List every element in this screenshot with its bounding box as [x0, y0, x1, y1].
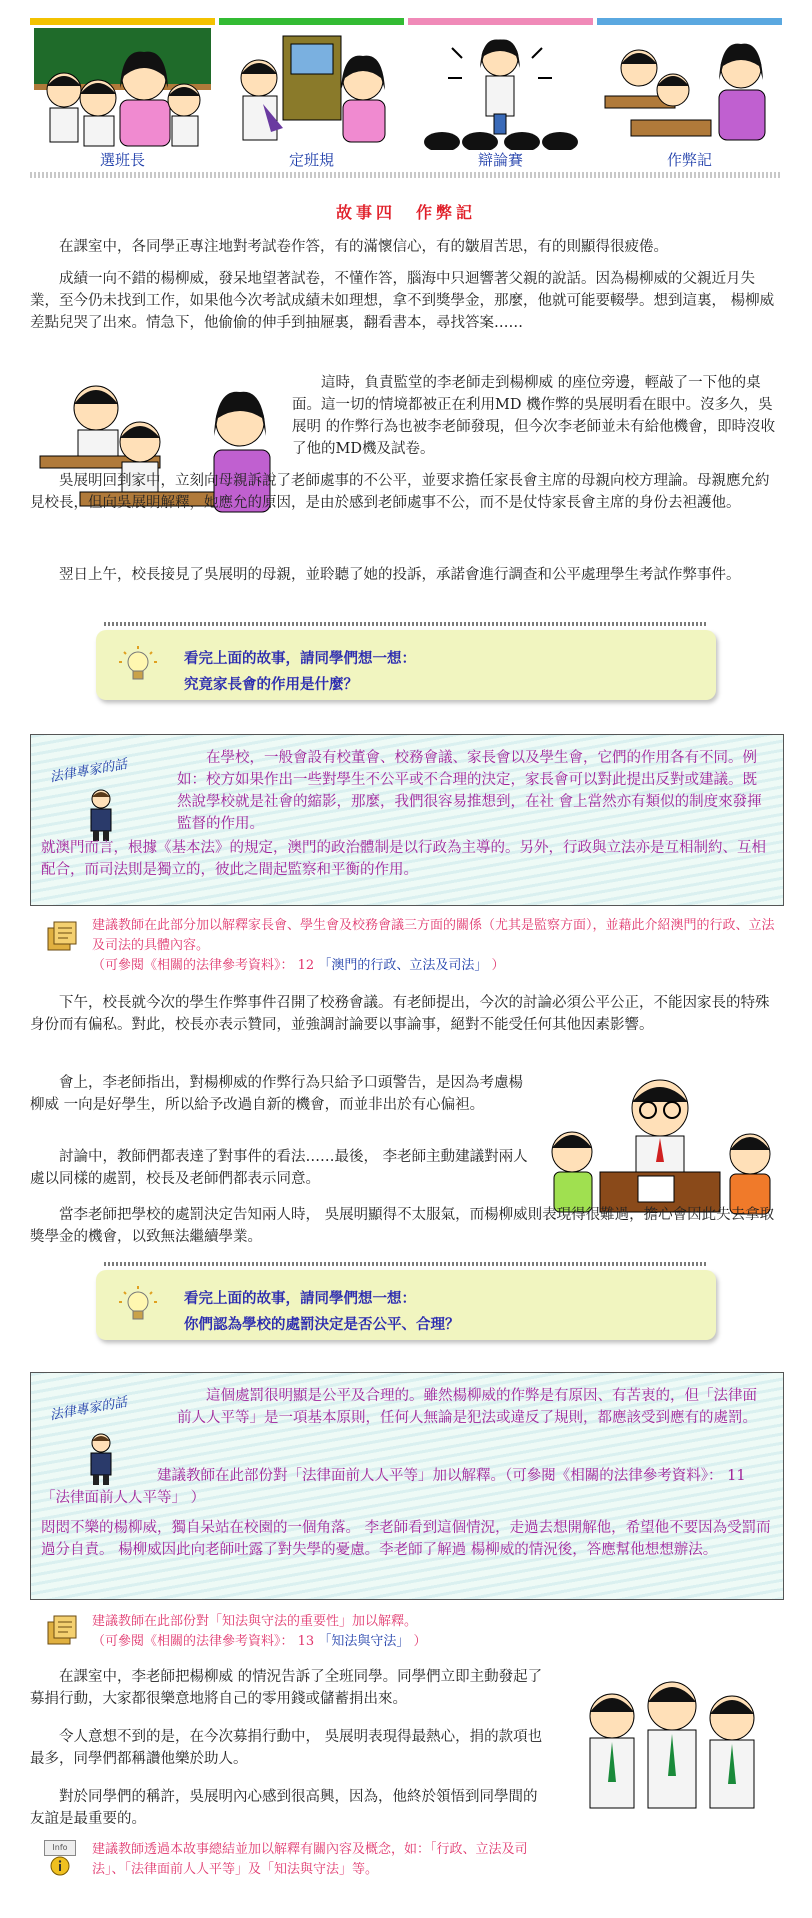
nav-item-cheating[interactable]: [597, 18, 782, 170]
nav-label[interactable]: 選班長: [99, 151, 145, 169]
think-box: [96, 1262, 716, 1342]
reference-link[interactable]: 「法律面前人人平等」: [41, 1490, 186, 1506]
nav-illustration-debate: [412, 28, 589, 150]
story-paragraph: 這時，負責監堂的李老師走到楊柳威 的座位旁邊，輕敲了一下他的桌面。這一切的情境都被正在利用MD 機作弊的吳展明看在眼中。沒多久，吳展明 的作弊行為也被李老師發現，但今次李老師並未有給他機會，即時沒收了他的MD機及試卷。: [292, 375, 776, 457]
lawyer-icon: [83, 787, 119, 843]
nav-illustration-students: [34, 28, 211, 150]
teacher-note-text: 建議教師在此部分加以解釋家長會、學生會及校務會議三方面的關係（尤其是監察方面），並藉此介紹澳門的行政、立法及司法的具體內容。: [92, 918, 775, 953]
suggestion-text: 建議教師在此部份對「法律面前人人平等」加以解釋。（可參閱《相關的法律參考資料》： 11: [157, 1468, 746, 1484]
story-paragraph: 討論中，教師們都表達了對事件的看法……最後， 李老師主動建議對兩人處以同樣的處罰，校長及老師們都表示同意。: [30, 1149, 528, 1187]
story-paragraph: 當李老師把學校的處罰決定告知兩人時， 吳展明顯得不太服氣，而楊柳威則表現得很難過，擔心會因此失去拿取獎學金的機會，以致無法繼續學業。: [30, 1207, 775, 1245]
law-expert-logo: [49, 757, 159, 847]
think-box: [96, 622, 716, 702]
teacher-note-icon: [44, 918, 80, 954]
nav-label[interactable]: 定班規: [288, 151, 334, 169]
law-expert-label: 法律專家的話: [48, 1395, 129, 1424]
story-nav: [30, 18, 782, 170]
teacher-note: [92, 1612, 782, 1652]
nav-item-debate[interactable]: [408, 18, 593, 170]
think-text: [184, 646, 416, 698]
teacher-note-reference: [92, 1632, 782, 1652]
nav-color-bar: [408, 18, 593, 25]
nav-label[interactable]: 作弊記: [666, 151, 712, 169]
think-line: 你們認為學校的處罰決定是否公平、合理？: [184, 1316, 460, 1333]
nav-divider: [30, 172, 782, 178]
story-paragraph: 令人意想不到的是，在今次募捐行動中， 吳展明表現得最熱心，捐的款項也最多，同學們都稱讚他樂於助人。: [30, 1729, 543, 1767]
think-line: 看完上面的故事，請同學們想一想：: [184, 1290, 416, 1307]
lightbulb-icon: [116, 644, 160, 688]
story-paragraph: 在課室中，李老師把楊柳威 的情況告訴了全班同學。同學們立即主動發起了募捐行動，大家都很樂意地將自己的零用錢或儲蓄捐出來。: [30, 1669, 543, 1707]
reference-link[interactable]: 「知法與守法」: [318, 1634, 410, 1649]
nav-illustration-rules: [223, 28, 400, 150]
teacher-note-icon: [44, 1612, 80, 1648]
friends-illustration: [572, 1672, 772, 1822]
law-text: 就澳門而言，根據《基本法》的規定，澳門的政治體制是以行政為主導的。另外，行政與立法亦是互相制約、互相配合，而司法則是獨立的，彼此之間起監察和平衡的作用。: [41, 840, 766, 878]
story-paragraph: 下午，校長就今次的學生作弊事件召開了校務會議。有老師提出，今次的討論必須公平公正，不能因家長的特殊身份而有偏私。對此，校長亦表示贊同，並強調討論要以事論事，絕對不能受任何其他因素影響。: [30, 995, 770, 1033]
story-paragraph: 在課室中，各同學正專注地對考試卷作答，有的滿懷信心，有的皺眉苦思，有的則顯得很疲倦。: [59, 239, 668, 255]
law-text: 這個處罰很明顯是公平及合理的。雖然楊柳威的作弊是有原因、有苦衷的，但「法律面前人人平等」是一項基本原則，任何人無論是犯法或違反了規則，都應該受到應有的處罰。: [177, 1388, 757, 1426]
story-paragraph: 成績一向不錯的楊柳威，發呆地望著試卷，不懂作答，腦海中只迴響著父親的說話。因為楊柳威的父親近月失業，至今仍未找到工作，如果他今次考試成績未如理想，拿不到獎學金，那麼，他就可能要輟學。想到這裏， 楊柳威差點兒哭了出來。情急下，他偷偷的伸手到抽屜裏，翻看書本，尋找答案……: [30, 271, 775, 331]
think-text: [184, 1286, 460, 1338]
reference-suffix: ）: [491, 958, 505, 973]
think-line: 看完上面的故事，請同學們想一想：: [184, 650, 416, 667]
reference-prefix: （可參閱《相關的法律參考資料》： 12: [92, 958, 315, 973]
nav-label[interactable]: 辯論賽: [477, 151, 523, 169]
dotted-divider: [104, 1262, 708, 1266]
meeting-illustration: [540, 1072, 782, 1220]
teacher-note: 建議教師透過本故事總結並加以解釋有關內容及概念，如：「行政、立法及司法」、「法律面前人人平等」及「知法與守法」等。: [92, 1842, 528, 1877]
nav-color-bar: [30, 18, 215, 25]
teacher-note-text: 建議教師在此部份對「知法與守法的重要性」加以解釋。: [92, 1614, 418, 1629]
teacher-note-reference: [92, 956, 782, 976]
think-box-panel: [96, 630, 716, 700]
reference-prefix: （可參閱《相關的法律參考資料》： 13: [92, 1634, 315, 1649]
story-title: 故事四 作弊記: [335, 203, 476, 222]
nav-color-bar: [597, 18, 782, 25]
law-text-suggestion: [41, 1465, 773, 1509]
law-expert-box: [30, 734, 784, 906]
info-circle-icon: [50, 1856, 70, 1876]
think-line: 究竟家長會的作用是什麼？: [184, 676, 358, 693]
law-text: 悶悶不樂的楊柳威，獨自呆站在校園的一個角落。 李老師看到這個情況，走過去想開解他，希望他不要因為受罰而過分自責。 楊柳威因此向老師吐露了對失學的憂慮。李老師了解過 楊柳威的情況後，答應幫他想想辦法。: [41, 1520, 771, 1558]
info-icon-label: Info: [44, 1840, 76, 1856]
suggestion-suffix: ）: [190, 1490, 206, 1506]
story-paragraph: 吳展明回到家中，立刻向母親訴說了老師處事的不公平，並要求擔任家長會主席的母親向校方理論。母親應允約見校長，但向吳展明解釋，她應允的原因，是由於感到老師處事不公，而不是仗恃家長會主席的身份去袒護他。: [30, 473, 770, 511]
nav-color-bar: [219, 18, 404, 25]
law-text: 在學校，一般會設有校董會、校務會議、家長會以及學生會，它們的作用各有不同。例如：校方如果作出一些對學生不公平或不合理的決定，家長會可以對此提出反對或建議。既然說學校就是社會的縮影，那麼，我們很容易推想到，在社 會上當然亦有類似的制度來發揮監督的作用。: [177, 750, 762, 832]
reference-link[interactable]: 「澳門的行政、立法及司法」: [318, 958, 488, 973]
teacher-note: [92, 916, 782, 976]
nav-item-elect-monitor[interactable]: [30, 18, 215, 170]
info-icon: [44, 1840, 78, 1878]
story-paragraph: 翌日上午，校長接見了吳展明的母親，並聆聽了她的投訴，承諾會進行調查和公平處理學生考試作弊事件。: [59, 567, 741, 583]
law-expert-label: 法律專家的話: [48, 757, 129, 786]
story-paragraph: 會上，李老師指出，對楊柳威的作弊行為只給予口頭警告，是因為考慮楊柳威 一向是好學生，所以給予改過自新的機會，而並非出於有心偏袒。: [30, 1075, 523, 1113]
lightbulb-icon: [116, 1284, 160, 1328]
think-box-panel: [96, 1270, 716, 1340]
reference-suffix: ）: [413, 1634, 427, 1649]
story-paragraph: 對於同學們的稱許，吳展明內心感到很高興，因為，他終於領悟到同學間的友誼是最重要的。: [30, 1789, 538, 1827]
nav-illustration-cheating: [601, 28, 778, 150]
law-expert-box: [30, 1372, 784, 1600]
dotted-divider: [104, 622, 708, 626]
nav-item-class-rules[interactable]: [219, 18, 404, 170]
